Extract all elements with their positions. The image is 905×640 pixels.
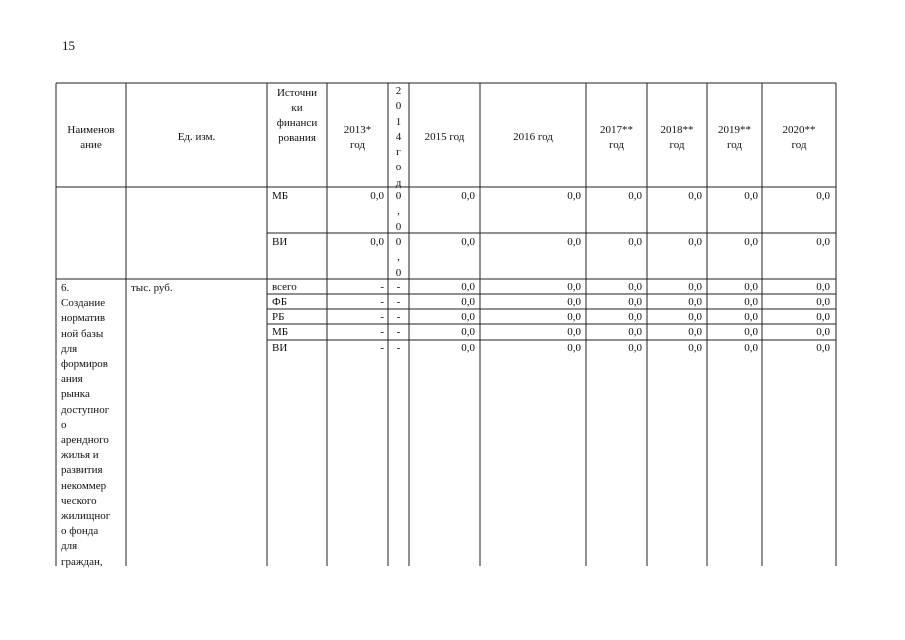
item-6-name-line: ческого [61, 494, 97, 507]
value-2013: 0,0 [370, 190, 384, 202]
item-6-name-line: доступног [61, 403, 110, 416]
header-2017 [586, 123, 647, 153]
header-2016: 2016 год [513, 131, 553, 143]
item-6-name-line: Создание [61, 297, 106, 310]
header-2014-char: 1 [395, 115, 402, 128]
header-source-line: рования [278, 132, 316, 144]
value-2019: 0,0 [744, 190, 758, 202]
value-2014-char: , [397, 251, 400, 264]
header-2014-char: 4 [395, 130, 402, 143]
value-2016: 0,0 [567, 342, 581, 354]
item-6-name-line: формиров [61, 358, 109, 371]
value-2014: - [396, 326, 401, 338]
value-2018: 0,0 [688, 342, 702, 354]
item-6-name-line: о фонда [61, 525, 99, 538]
value-2020: 0,0 [816, 311, 830, 323]
value-2018: 0,0 [688, 311, 702, 323]
value-2014: - [396, 281, 401, 293]
item-6-name-line: 6. [61, 282, 70, 294]
value-2013: - [380, 281, 384, 293]
header-2019-line: 2019** [718, 124, 751, 136]
value-2015: 0,0 [461, 296, 475, 308]
item-6-name-line: жилья и [61, 449, 99, 462]
item-6-name-line: ной базы [61, 327, 104, 340]
header-2015: 2015 год [424, 131, 465, 143]
item-6-name-line: жилищног [61, 510, 111, 523]
header-2020-line: год [791, 139, 807, 151]
value-2020: 0,0 [816, 190, 830, 202]
value-2020: 0,0 [816, 281, 830, 293]
value-2018: 0,0 [688, 281, 702, 293]
value-2015: 0,0 [461, 342, 475, 354]
source-cell: РБ [272, 311, 285, 323]
value-2020: 0,0 [816, 342, 830, 354]
header-2014-char: 0 [395, 100, 402, 113]
value-2014-char: 0 [395, 236, 402, 248]
item-6-name-line: некоммер [61, 479, 107, 492]
value-2014-char: , [397, 205, 400, 218]
value-2015: 0,0 [461, 326, 475, 338]
value-2014 [388, 235, 409, 281]
value-2019: 0,0 [744, 281, 758, 293]
value-2016: 0,0 [567, 281, 581, 293]
header-source [267, 86, 327, 146]
value-2015: 0,0 [461, 281, 475, 293]
header-unit: Ед. изм. [177, 131, 216, 143]
value-2015: 0,0 [461, 190, 475, 202]
item-6-name-line: развития [61, 464, 103, 477]
value-2014-char: 0 [395, 266, 402, 279]
value-2018: 0,0 [688, 326, 702, 338]
item-6-name-line: рынка [61, 388, 90, 401]
value-2013: - [380, 326, 384, 338]
page-number: 15 [62, 38, 75, 53]
item-6-name-line: граждан, [61, 555, 103, 568]
item-6-name [61, 281, 110, 570]
item-6-name-line: ания [61, 373, 83, 386]
item-6-name-line: норматив [61, 312, 106, 325]
value-2020: 0,0 [816, 236, 830, 248]
item-6-name-line: для [61, 540, 78, 553]
value-2014: - [396, 342, 401, 354]
header-name-line: ание [80, 139, 102, 151]
header-2013-line: год [349, 139, 366, 151]
header-2018-line: год [669, 139, 685, 151]
item-6-name-line: о [61, 418, 67, 431]
value-2017: 0,0 [628, 281, 642, 293]
value-2017: 0,0 [628, 190, 642, 202]
source-cell: ВИ [272, 342, 288, 354]
header-2013-line: 2013* [343, 124, 372, 136]
header-2014-char: д [395, 176, 402, 189]
value-2014-char: 0 [395, 220, 402, 233]
header-2018 [647, 123, 707, 153]
value-2015: 0,0 [461, 311, 475, 323]
header-source-line: Источни [276, 87, 317, 99]
header-2014-char: 2 [395, 85, 402, 97]
header-2014-char: о [395, 161, 402, 174]
header-name-line: Наименов [67, 124, 115, 136]
value-2018: 0,0 [688, 236, 702, 248]
item-6-name-line: арендного [61, 434, 109, 447]
value-2019: 0,0 [744, 296, 758, 308]
value-2019: 0,0 [744, 311, 758, 323]
source-cell: МБ [272, 190, 289, 202]
value-2014 [388, 189, 409, 235]
header-2020 [762, 123, 836, 153]
value-2016: 0,0 [567, 190, 581, 202]
value-2017: 0,0 [628, 342, 642, 354]
value-2013: 0,0 [370, 236, 384, 248]
value-2016: 0,0 [567, 311, 581, 323]
source-cell: всего [272, 281, 297, 293]
header-2020-line: 2020** [782, 124, 816, 136]
value-2019: 0,0 [744, 236, 758, 248]
value-2017: 0,0 [628, 236, 642, 248]
value-2016: 0,0 [567, 326, 581, 338]
value-2016: 0,0 [567, 296, 581, 308]
source-cell: ВИ [272, 236, 288, 248]
value-2013: - [380, 296, 384, 308]
value-2017: 0,0 [628, 296, 642, 308]
value-2018: 0,0 [688, 296, 702, 308]
value-2016: 0,0 [567, 236, 581, 248]
source-cell: ФБ [272, 296, 288, 308]
value-2015: 0,0 [461, 236, 475, 248]
value-2014-char: 0 [395, 190, 402, 202]
value-2019: 0,0 [744, 326, 758, 338]
header-source-line: ки [291, 102, 303, 114]
value-2020: 0,0 [816, 296, 830, 308]
header-source-line: финанси [276, 117, 318, 129]
header-2017-line: 2017** [600, 124, 633, 136]
value-2019: 0,0 [744, 342, 758, 354]
header-2013 [327, 123, 388, 153]
item-6-name-line: для [61, 342, 78, 355]
source-cell: МБ [272, 326, 289, 338]
value-2014: - [396, 296, 401, 308]
value-2017: 0,0 [628, 326, 642, 338]
value-2013: - [380, 342, 384, 354]
value-2018: 0,0 [688, 190, 702, 202]
header-2019-line: год [726, 139, 743, 151]
item-6-unit: тыс. руб. [131, 282, 173, 294]
value-2017: 0,0 [628, 311, 642, 323]
header-2014 [388, 84, 409, 191]
value-2013: - [380, 311, 384, 323]
header-name [56, 123, 126, 153]
header-2014-char: г [396, 146, 401, 159]
header-2017-line: год [608, 139, 625, 151]
header-2019 [707, 123, 762, 153]
header-2018-line: 2018** [660, 124, 694, 136]
value-2020: 0,0 [816, 326, 830, 338]
value-2014: - [396, 311, 401, 323]
